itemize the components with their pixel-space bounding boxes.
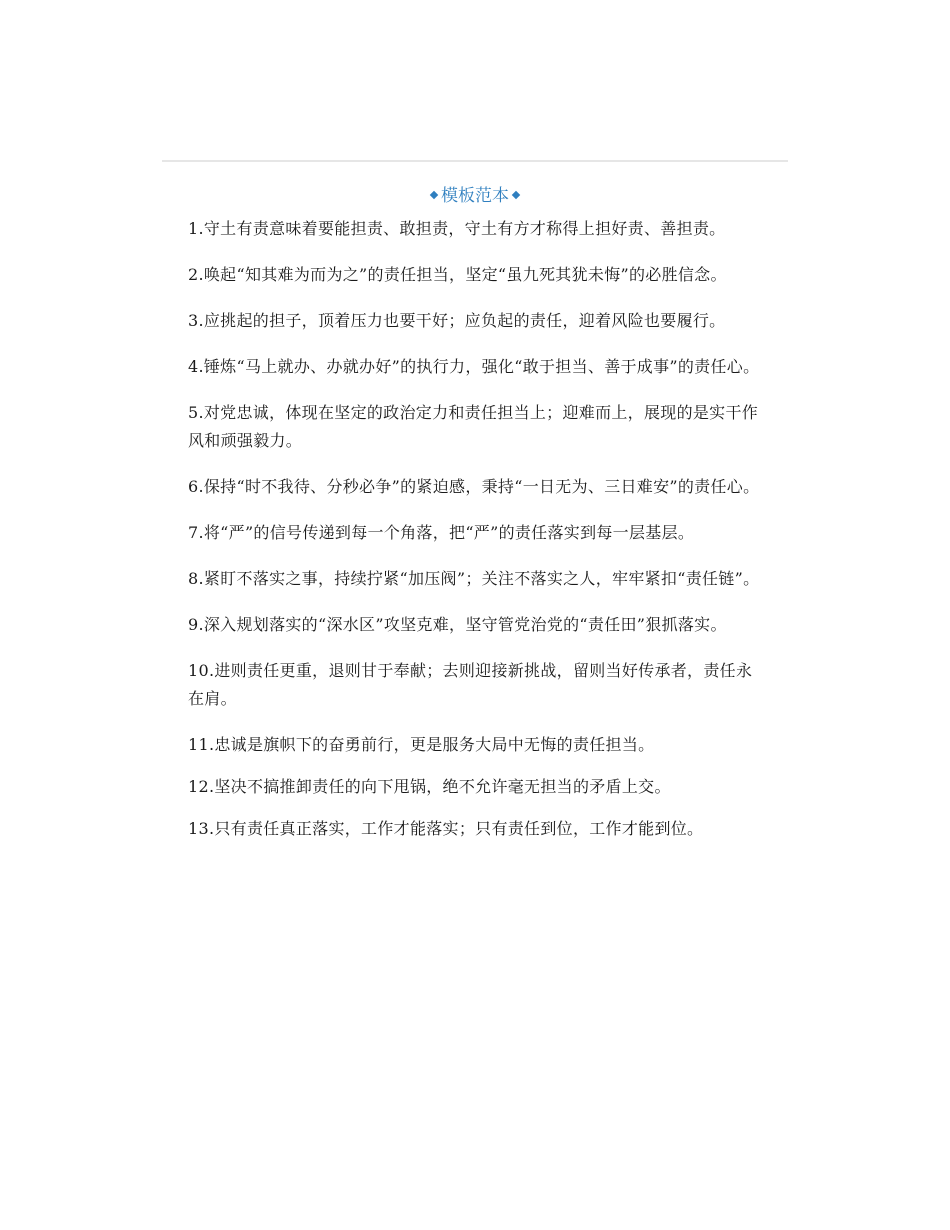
list-item: 2.唤起“知其难为而为之”的责任担当，坚定“虽九死其犹未悔”的必胜信念。 [188,265,727,284]
list-item: 7.将“严”的信号传递到每一个角落，把“严”的责任落实到每一层基层。 [188,523,695,542]
diamond-left-icon [430,191,438,199]
template-list [188,215,766,861]
heading-text: 模板范本 [441,186,509,206]
list-item: 10.进则责任更重，退则甘于奉献；去则迎接新挑战，留则当好传承者，责任永在肩。 [188,661,753,708]
list-item: 4.锤炼“马上就办、办就办好”的执行力，强化“敢于担当、善于成事”的责任心。 [188,357,760,376]
section-heading [162,183,788,209]
list-item: 11.忠诚是旗帜下的奋勇前行，更是服务大局中无悔的责任担当。 [188,735,655,754]
top-divider [162,160,788,162]
list-item: 12.坚决不搞推卸责任的向下甩锅，绝不允许毫无担当的矛盾上交。 [188,777,671,796]
list-item: 6.保持“时不我待、分秒必争”的紧迫感，秉持“一日无为、三日难安”的责任心。 [188,477,760,496]
list-item: 8.紧盯不落实之事，持续拧紧“加压阀”；关注不落实之人，牢牢紧扣“责任链”。 [188,569,760,588]
list-item: 3.应挑起的担子，顶着压力也要干好；应负起的责任，迎着风险也要履行。 [188,311,726,330]
list-item: 13.只有责任真正落实，工作才能落实；只有责任到位，工作才能到位。 [188,819,704,838]
list-item: 9.深入规划落实的“深水区”攻坚克难，坚守管党治党的“责任田”狠抓落实。 [188,615,727,634]
list-item: 1.守土有责意味着要能担责、敢担责，守土有方才称得上担好责、善担责。 [188,219,726,238]
list-item: 5.对党忠诚，体现在坚定的政治定力和责任担当上；迎难而上，展现的是实干作风和顽强毅力。 [188,403,759,450]
diamond-right-icon [512,191,520,199]
